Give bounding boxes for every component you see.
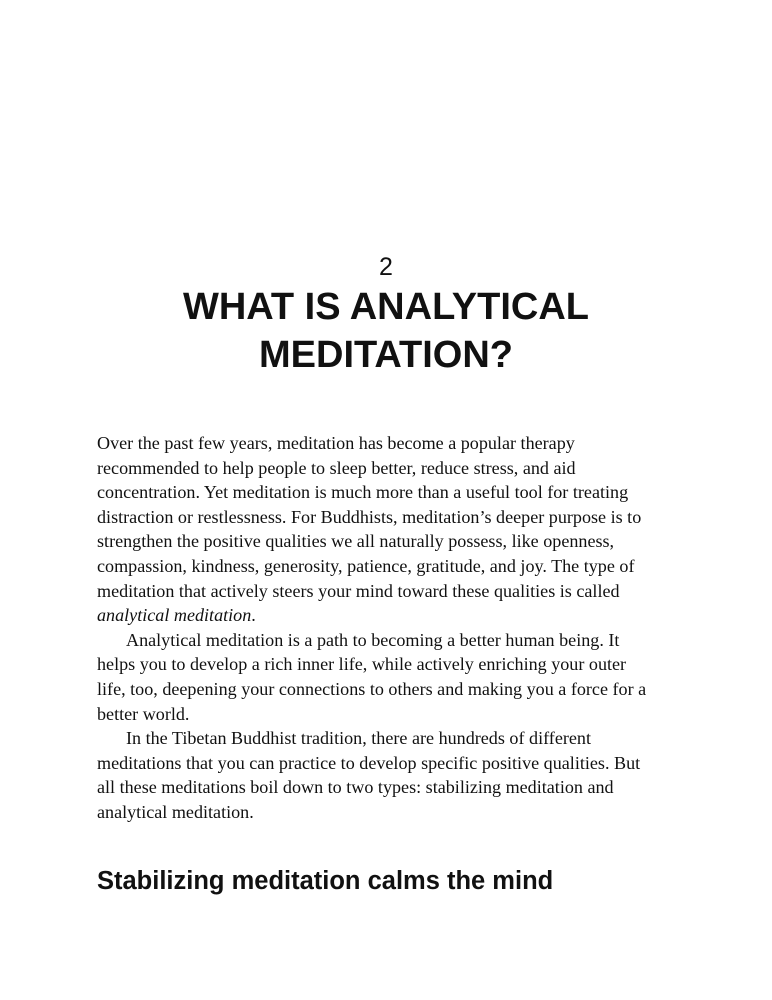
paragraph-line: distraction or restlessness. For Buddhists, meditation’s deeper purpose is to [97, 506, 642, 527]
section-heading: Stabilizing meditation calms the mind [97, 867, 554, 895]
paragraph-line: meditation that actively steers your mind toward these qualities is called [97, 580, 620, 601]
paragraph [97, 726, 687, 824]
chapter-number: 2 [379, 253, 393, 281]
paragraph-line: strengthen the positive qualities we all naturally possess, like openness, [97, 531, 615, 552]
italic-term-suffix: . [251, 605, 256, 626]
paragraph-line: life, too, deepening your connections to others and making you a force for a [97, 678, 647, 699]
chapter-title [0, 283, 772, 379]
paragraph-line: concentration. Yet meditation is much more than a useful tool for treating [97, 482, 629, 503]
paragraph-line: all these meditations boil down to two types: stabilizing meditation and [97, 777, 614, 798]
paragraph [97, 431, 687, 628]
paragraph-line: meditations that you can practice to develop specific positive qualities. But [97, 752, 641, 773]
paragraph-line: helps you to develop a rich inner life, while actively enriching your outer [97, 654, 627, 675]
paragraph-line: better world. [97, 703, 190, 724]
paragraph-line: Over the past few years, meditation has become a popular therapy [97, 433, 575, 453]
chapter-title-line: WHAT IS ANALYTICAL [182, 286, 589, 328]
chapter-title-line: MEDITATION? [259, 334, 513, 376]
paragraph-line: compassion, kindness, generosity, patience, gratitude, and joy. The type of [97, 555, 635, 576]
paragraph-line: recommended to help people to sleep better, reduce stress, and aid [97, 457, 576, 478]
paragraph-line [97, 603, 687, 628]
paragraph-line: Analytical meditation is a path to becoming a better human being. It [126, 629, 620, 650]
paragraph-line: In the Tibetan Buddhist tradition, there are hundreds of different [126, 728, 591, 749]
italic-term: analytical meditation [97, 605, 252, 626]
paragraph [97, 628, 687, 726]
paragraph-line: analytical meditation. [97, 801, 254, 822]
body-text [97, 431, 687, 825]
